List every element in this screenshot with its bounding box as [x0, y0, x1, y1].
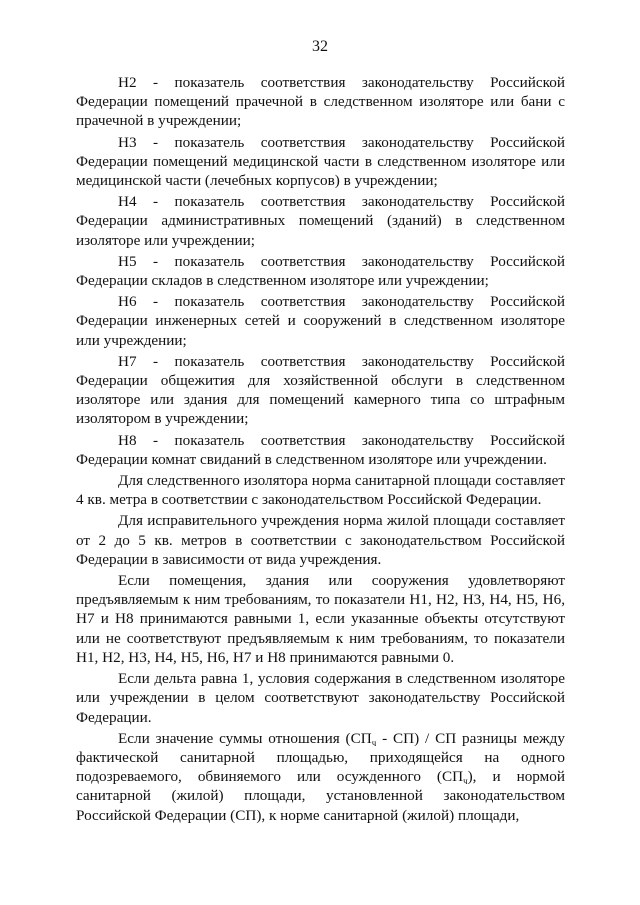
paragraph-sum-ratio	[76, 729, 565, 825]
paragraph-h6: Н6 - показатель соответствия законодательству Российской Федерации инженерных сетей и сооружений в следственном изоляторе или учреждении;	[76, 293, 565, 349]
sum-ratio-text-2: - СП) / СП разницы между фактической санитарной площадью, приходящейся на одного подозреваемого, обвиняемого или осужденного (СП	[76, 729, 565, 786]
paragraph-h7: Н7 - показатель соответствия законодательству Российской Федерации общежития для хозяйственной обслуги в следственном изоляторе или здания для помещений камерного типа со штрафным изолятором в учреждении;	[76, 352, 565, 428]
sum-ratio-subscript-2: ч	[463, 776, 468, 787]
document-body	[76, 73, 565, 825]
paragraph-h5: Н5 - показатель соответствия законодательству Российской Федерации складов в следственном изоляторе или учреждении;	[76, 252, 565, 290]
paragraph-h8: Н8 - показатель соответствия законодательству Российской Федерации комнат свиданий в следственном изоляторе или учреждении.	[76, 431, 565, 468]
paragraph-h3: Н3 - показатель соответствия законодательству Российской Федерации помещений медицинской части в следственном изоляторе или медицинской части (лечебных корпусов) в учреждении;	[76, 133, 565, 190]
paragraph-isolator-norm: Для следственного изолятора норма санитарной площади составляет 4 кв. метра в соответствии с законодательством Российской Федерации.	[76, 472, 565, 509]
paragraph-h4: Н4 - показатель соответствия законодательству Российской Федерации административных помещений (зданий) в следственном изоляторе или учреждении;	[76, 193, 565, 249]
paragraph-institution-norm: Для исправительного учреждения норма жилой площади составляет от 2 до 5 кв. метров в соответствии с законодательством Российской Федерации в зависимости от вида учреждения.	[76, 512, 565, 568]
paragraph-h2: Н2 - показатель соответствия законодательству Российской Федерации помещений прачечной в следственном изоляторе или бани с прачечной в учреждении;	[76, 74, 565, 130]
sum-ratio-text-3: ), и нормой санитарной (жилой) площади, установленной законодательством Российской Федерации (СП), к норме санитарной (жилой) площади,	[76, 768, 565, 824]
paragraph-delta: Если дельта равна 1, условия содержания в следственном изоляторе или учреждении в целом соответствуют законодательству Российской Федерации.	[76, 670, 565, 726]
sum-ratio-text-1: Если значение суммы отношения (СП	[118, 729, 372, 747]
page-number: 32	[312, 38, 328, 55]
sum-ratio-subscript-1: ч	[371, 737, 377, 748]
paragraph-indicator-values: Если помещения, здания или сооружения удовлетворяют предъявляемым к ним требованиям, то показатели Н1, Н2, Н3, Н4, Н5, Н6, Н7 и Н8 принимаются равными 1, если указанные объекты отсутствуют или не соответствуют предъявляемым к ним требованиям, то показатели Н1, Н2, Н3, Н4, Н5, Н6, Н7 и Н8 принимаются равными 0.	[76, 572, 565, 666]
